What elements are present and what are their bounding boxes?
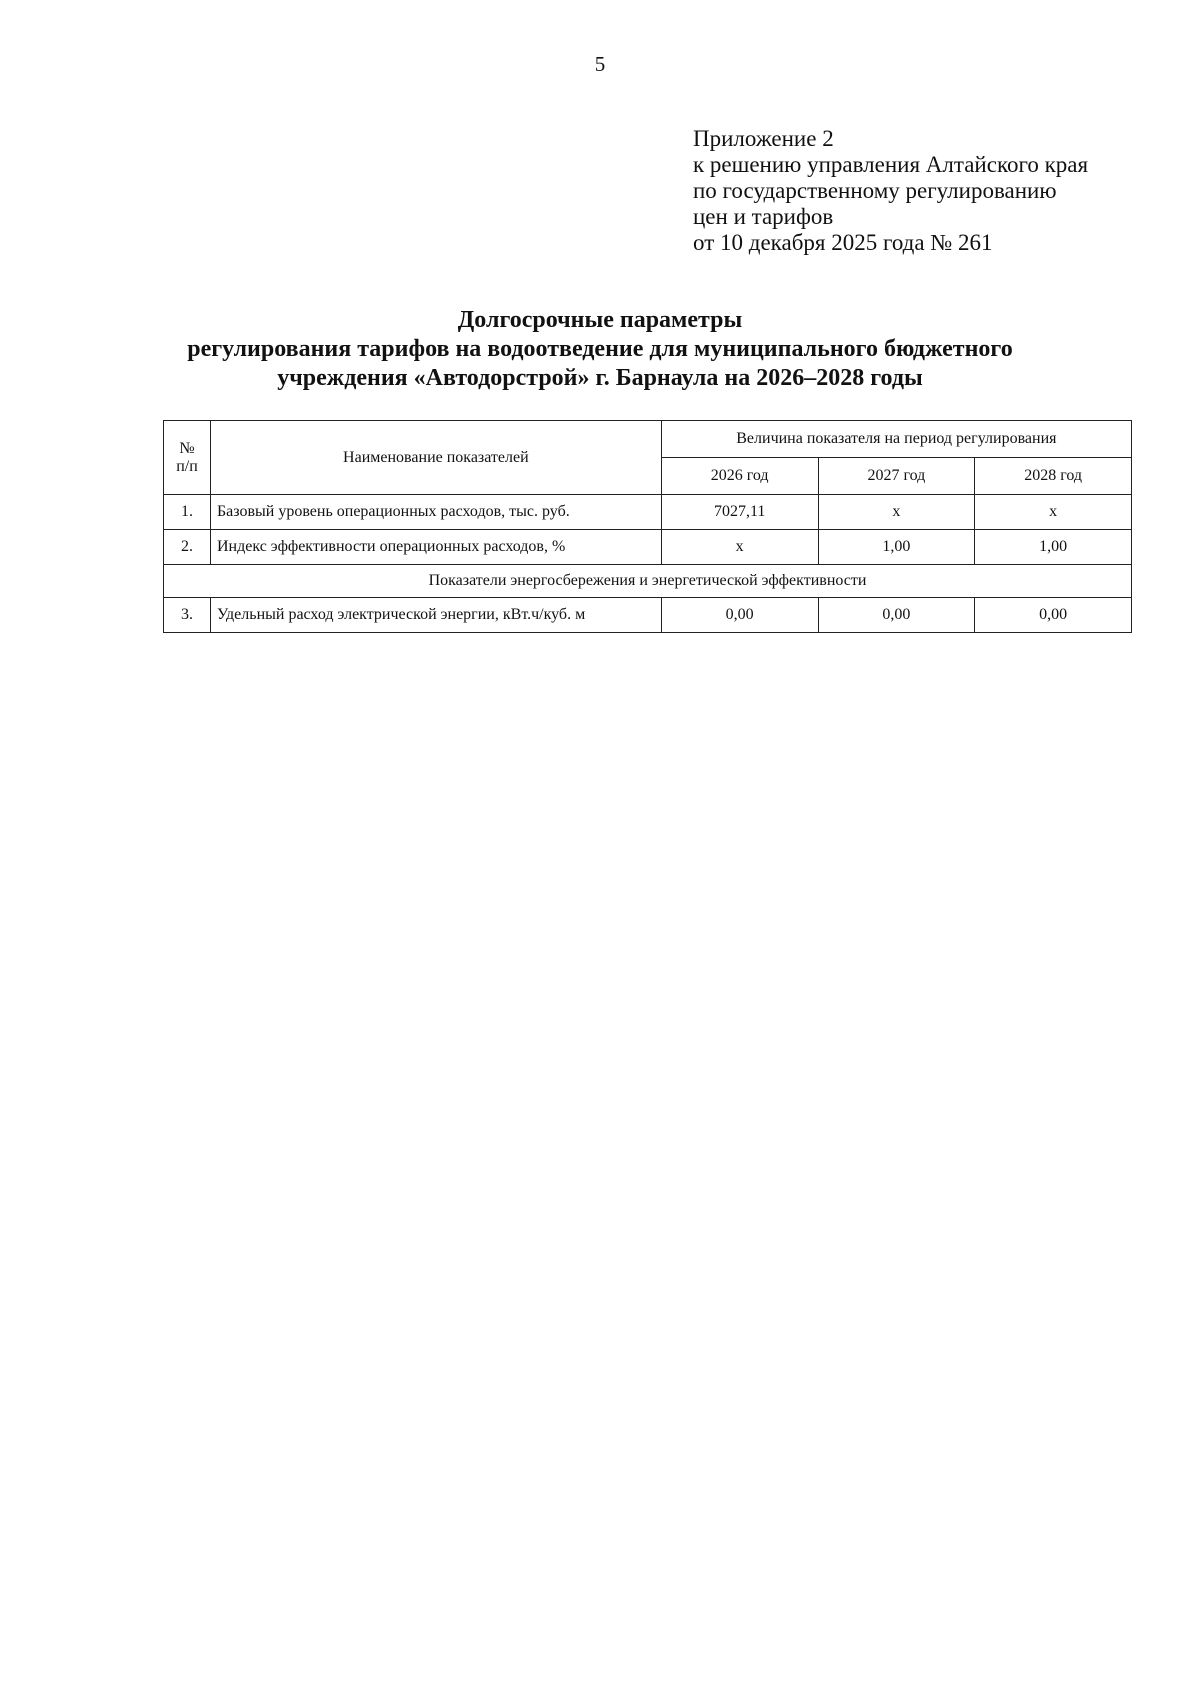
table-row	[164, 495, 1132, 530]
parameters-table	[163, 420, 1132, 633]
section-label: Показатели энергосбережения и энергетической эффективности	[164, 565, 1132, 598]
header-year: 2028 год	[975, 458, 1132, 495]
header-number-symbol: №	[179, 439, 195, 457]
row-value: x	[975, 495, 1132, 530]
table-header-row	[164, 421, 1132, 458]
row-number: 1.	[164, 495, 211, 530]
row-value: 0,00	[975, 598, 1132, 633]
row-name: Базовый уровень операционных расходов, тыс. руб.	[210, 495, 661, 530]
appendix-line: к решению управления Алтайского края	[693, 152, 1089, 177]
header-year: 2027 год	[818, 458, 975, 495]
appendix-block	[693, 126, 1088, 256]
row-value: 0,00	[818, 598, 975, 633]
document-title	[150, 306, 1050, 393]
appendix-line: Приложение 2	[693, 126, 834, 151]
title-line: учреждения «Автодорстрой» г. Барнаула на 2026–2028 годы	[277, 365, 923, 391]
row-number: 2.	[164, 530, 211, 565]
table-row	[164, 598, 1132, 633]
row-value: 1,00	[818, 530, 975, 565]
page-number: 5	[594, 52, 606, 76]
row-value: x	[661, 530, 818, 565]
appendix-line: от 10 декабря 2025 года № 261	[693, 230, 993, 255]
table-row	[164, 530, 1132, 565]
appendix-line: цен и тарифов	[693, 204, 834, 229]
header-indicator-name: Наименование показателей	[210, 421, 661, 495]
row-value: 7027,11	[661, 495, 818, 530]
header-number-abbr: п/п	[176, 457, 198, 475]
row-name: Индекс эффективности операционных расходов, %	[210, 530, 661, 565]
row-number: 3.	[164, 598, 211, 633]
row-value: 1,00	[975, 530, 1132, 565]
header-period: Величина показателя на период регулирования	[661, 421, 1131, 458]
title-line: регулирования тарифов на водоотведение для муниципального бюджетного	[187, 336, 1013, 362]
row-value: 0,00	[661, 598, 818, 633]
title-line: Долгосрочные параметры	[457, 307, 743, 333]
section-row	[164, 565, 1132, 598]
header-number	[164, 421, 211, 495]
row-value: x	[818, 495, 975, 530]
header-year: 2026 год	[661, 458, 818, 495]
appendix-line: по государственному регулированию	[693, 178, 1057, 203]
row-name: Удельный расход электрической энергии, кВт.ч/куб. м	[210, 598, 661, 633]
